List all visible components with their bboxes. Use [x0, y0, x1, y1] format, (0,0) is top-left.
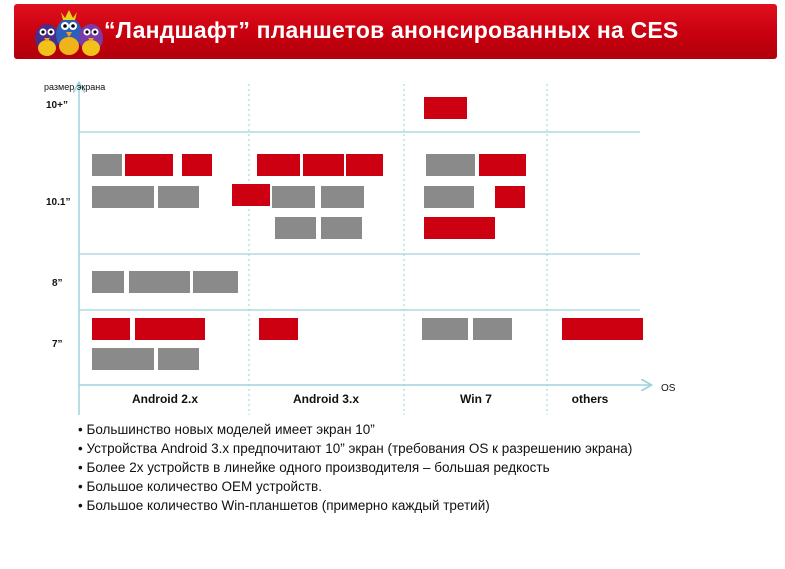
tablet-landscape-diagram	[0, 60, 785, 480]
device-block-gray	[275, 217, 316, 239]
y-label-10-1: 10.1”	[46, 197, 71, 208]
x-label-others: others	[571, 392, 609, 406]
device-block-red	[125, 154, 173, 176]
device-block-gray	[321, 186, 364, 208]
device-block-red	[479, 154, 526, 176]
device-block-gray	[92, 348, 154, 370]
slide-title: “Ландшафт” планшетов анонсированных на CES	[104, 17, 679, 43]
device-block-gray	[92, 186, 154, 208]
device-block-gray	[193, 271, 238, 293]
device-block-gray	[158, 186, 199, 208]
device-block-gray	[129, 271, 190, 293]
y-label-8: 8”	[52, 278, 63, 289]
device-block-red	[346, 154, 383, 176]
bullet-item: • Большинство новых моделей имеет экран 10”	[78, 422, 375, 437]
device-block-gray	[321, 217, 362, 239]
title-banner	[14, 4, 777, 59]
device-block-red	[257, 154, 300, 176]
bullet-item: • Устройства Android 3.x предпочитают 10” экран (требования OS к разрешению экрана)	[78, 441, 633, 456]
y-label-7: 7”	[52, 339, 63, 350]
device-block-red	[303, 154, 344, 176]
device-block-gray	[92, 271, 124, 293]
device-block-red	[259, 318, 298, 340]
device-block-red	[424, 217, 495, 239]
device-block-red	[182, 154, 212, 176]
device-block-gray	[158, 348, 199, 370]
bullet-list	[78, 420, 632, 515]
x-axis-title: OS	[661, 383, 676, 394]
device-block-red	[232, 184, 270, 206]
device-block-gray	[272, 186, 315, 208]
x-label-win7: Win 7	[460, 392, 492, 406]
device-block-red	[495, 186, 525, 208]
device-block-gray	[424, 186, 474, 208]
bullet-item: • Большое количество Win-планшетов (примерно каждый третий)	[78, 498, 490, 513]
x-label-android3: Android 3.x	[292, 392, 360, 406]
device-block-gray	[473, 318, 512, 340]
device-block-gray	[426, 154, 475, 176]
x-label-android2: Android 2.x	[131, 392, 199, 406]
bullet-item: • Большое количество OEM устройств.	[78, 479, 322, 494]
device-block-red	[92, 318, 130, 340]
y-label-10plus: 10+”	[46, 100, 68, 111]
y-axis-title: размер экрана	[44, 82, 106, 92]
birds-logo-icon	[31, 4, 107, 64]
bullet-item: • Более 2х устройств в линейке одного производителя – большая редкость	[78, 460, 550, 475]
device-block-red	[562, 318, 643, 340]
device-block-red	[135, 318, 205, 340]
device-block-red	[424, 97, 467, 119]
device-block-gray	[422, 318, 468, 340]
device-block-gray	[92, 154, 122, 176]
